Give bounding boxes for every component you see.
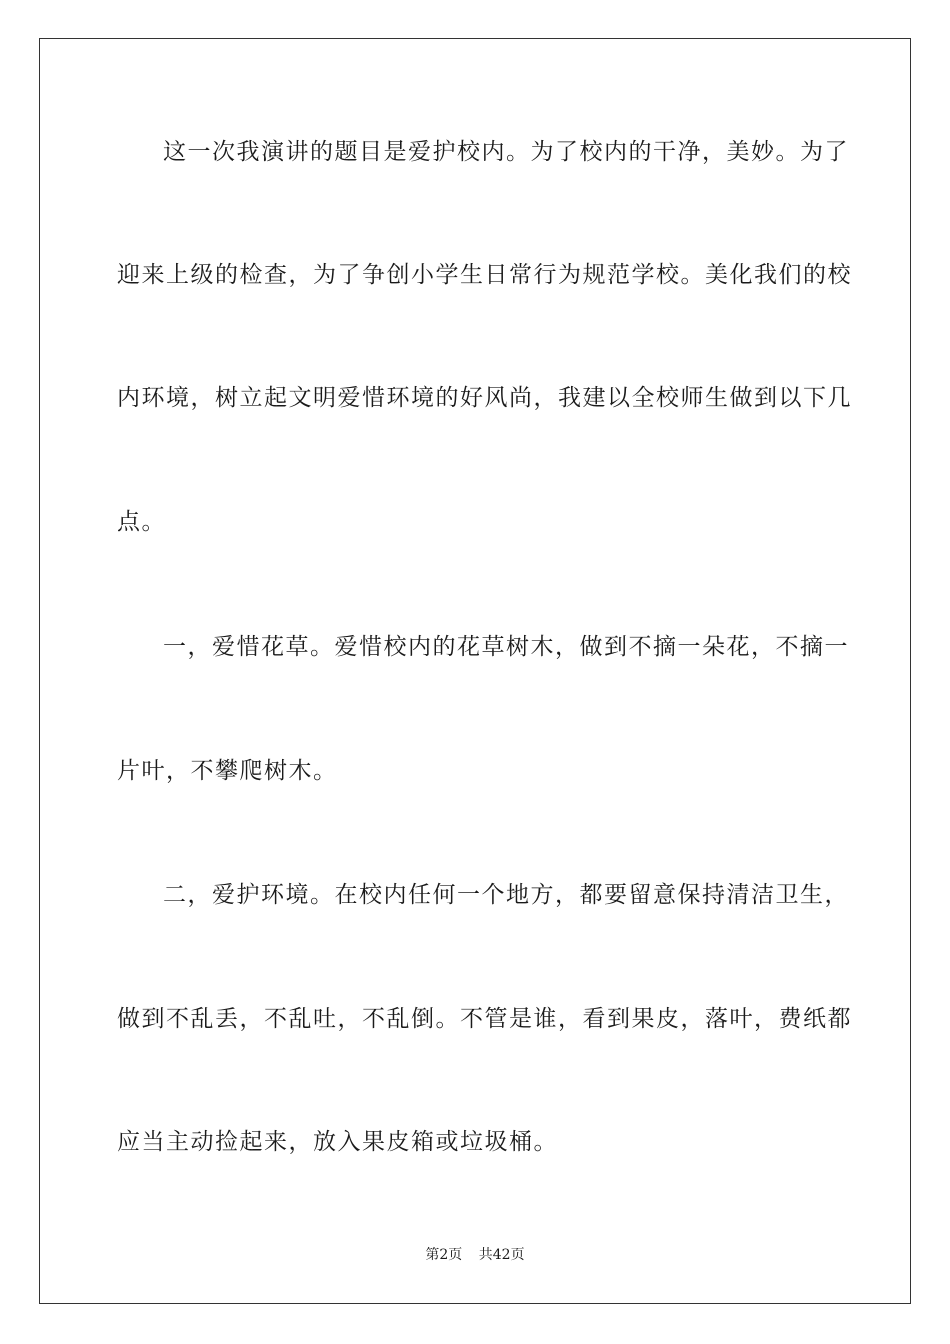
paragraph-line: 片叶，不攀爬树木。 — [117, 758, 338, 784]
page-total: 共42页 — [478, 1247, 525, 1263]
paragraph-line: 这一次我演讲的题目是爱护校内。为了校内的干净，美妙。为了 — [163, 139, 849, 165]
paragraph-line: 点。 — [117, 509, 166, 535]
paragraph-line: 迎来上级的检查，为了争创小学生日常行为规范学校。美化我们的校 — [117, 262, 852, 288]
paragraph-line: 应当主动捡起来，放入果皮箱或垃圾桶。 — [117, 1129, 558, 1155]
page-border — [39, 38, 911, 1304]
paragraph-line: 内环境，树立起文明爱惜环境的好风尚，我建以全校师生做到以下几 — [117, 385, 852, 411]
paragraph-line: 二，爱护环境。在校内任何一个地方，都要留意保持清洁卫生， — [163, 882, 849, 908]
page-footer — [0, 1244, 950, 1264]
page-number: 第2页 — [425, 1247, 463, 1263]
paragraph-line: 做到不乱丢，不乱吐，不乱倒。不管是谁，看到果皮，落叶，费纸都 — [117, 1006, 852, 1032]
paragraph-line: 一，爱惜花草。爱惜校内的花草树木，做到不摘一朵花，不摘一 — [163, 634, 849, 660]
